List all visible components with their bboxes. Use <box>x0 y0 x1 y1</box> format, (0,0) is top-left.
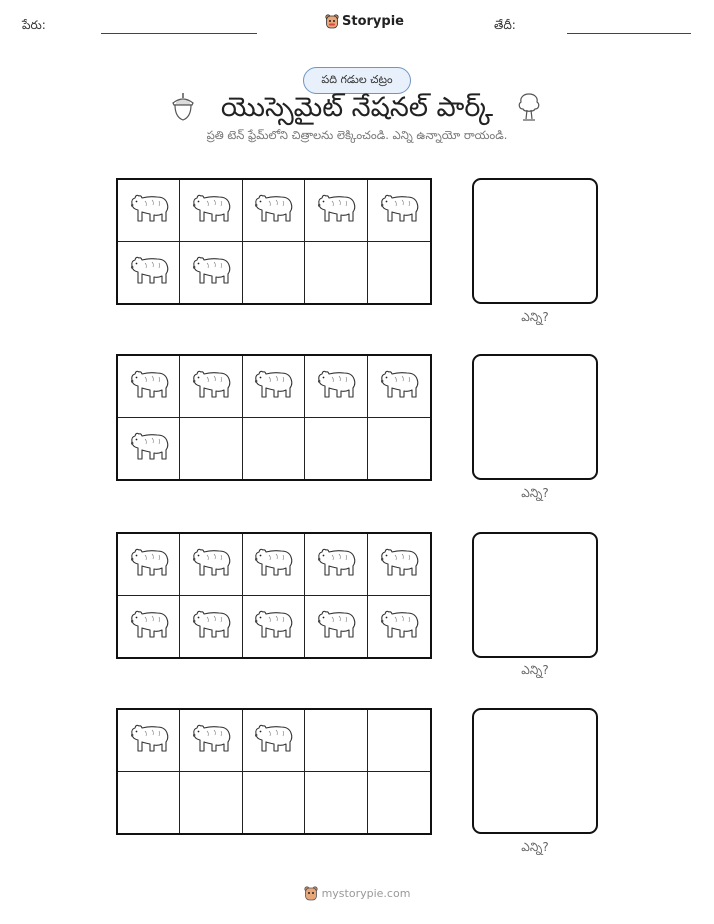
ten-frame-cell <box>243 180 305 242</box>
ten-frame-cell <box>305 418 367 480</box>
bear-icon <box>189 607 233 645</box>
ten-frame-cell <box>368 356 430 418</box>
answer-box-1[interactable] <box>472 178 598 304</box>
ten-frame-cell <box>118 418 180 480</box>
bear-icon <box>251 607 295 645</box>
bear-icon <box>377 607 421 645</box>
bear-icon <box>377 191 421 229</box>
ten-frame-cell <box>180 242 242 304</box>
ten-frame-cell <box>118 772 180 834</box>
ten-frame-cell <box>368 418 430 480</box>
ten-frame-cell <box>118 534 180 596</box>
ten-frame-cell <box>368 772 430 834</box>
bear-icon <box>127 545 171 583</box>
name-label: పేరు: <box>22 18 46 32</box>
ten-frame-cell <box>180 534 242 596</box>
ten-frame-cell <box>243 710 305 772</box>
brand-name: Storypie <box>342 13 404 29</box>
storypie-mascot-icon <box>325 13 339 29</box>
date-label: తేదీ: <box>494 18 516 32</box>
bear-icon <box>127 607 171 645</box>
ten-frame-cell <box>243 356 305 418</box>
how-many-label: ఎన్ని? <box>521 310 549 324</box>
ten-frame-cell <box>305 772 367 834</box>
ten-frame-cell <box>368 534 430 596</box>
bear-icon <box>127 721 171 759</box>
ten-frame-cell <box>305 534 367 596</box>
answer-box-2[interactable] <box>472 354 598 480</box>
ten-frame-cell <box>180 710 242 772</box>
ten-frame-cell <box>180 596 242 658</box>
tree-icon <box>517 92 541 122</box>
bear-icon <box>314 607 358 645</box>
bear-icon <box>127 367 171 405</box>
ten-frame-cell <box>368 242 430 304</box>
bear-icon <box>189 545 233 583</box>
storypie-mascot-icon <box>304 885 318 901</box>
bear-icon <box>251 545 295 583</box>
how-many-label: ఎన్ని? <box>521 840 549 854</box>
date-line[interactable] <box>567 33 691 34</box>
footer-url: mystorypie.com <box>321 886 411 900</box>
bear-icon <box>251 191 295 229</box>
bear-icon <box>127 191 171 229</box>
ten-frame-cell <box>118 710 180 772</box>
ten-frame-cell <box>305 356 367 418</box>
bear-icon <box>251 721 295 759</box>
ten-frame-cell <box>305 596 367 658</box>
bear-icon <box>127 429 171 467</box>
ten-frame-3 <box>116 532 432 659</box>
ten-frame-cell <box>118 356 180 418</box>
ten-frame-2 <box>116 354 432 481</box>
ten-frame-cell <box>243 242 305 304</box>
bear-icon <box>314 545 358 583</box>
ten-frame-cell <box>180 418 242 480</box>
ten-frame-cell <box>118 242 180 304</box>
answer-box-3[interactable] <box>472 532 598 658</box>
ten-frame-cell <box>243 596 305 658</box>
ten-frame-cell <box>243 418 305 480</box>
ten-frame-1 <box>116 178 432 305</box>
footer <box>0 885 714 901</box>
worksheet-type-badge: పది గడుల చట్రం <box>303 67 411 94</box>
how-many-label: ఎన్ని? <box>521 663 549 677</box>
bear-icon <box>377 367 421 405</box>
bear-icon <box>189 721 233 759</box>
ten-frame-cell <box>305 710 367 772</box>
ten-frame-cell <box>305 242 367 304</box>
bear-icon <box>251 367 295 405</box>
bear-icon <box>189 367 233 405</box>
ten-frame-cell <box>118 180 180 242</box>
ten-frame-cell <box>180 356 242 418</box>
ten-frame-cell <box>118 596 180 658</box>
instructions: ప్రతి టెన్ ఫ్రేమ్‌లోని చిత్రాలను లెక్కించండి. ఎన్ని ఉన్నాయో రాయండి. <box>206 128 508 142</box>
bear-icon <box>189 191 233 229</box>
ten-frame-cell <box>243 772 305 834</box>
bear-icon <box>314 191 358 229</box>
ten-frame-cell <box>368 710 430 772</box>
brand-logo <box>325 13 404 29</box>
ten-frame-cell <box>305 180 367 242</box>
page-title: యొస్సెమైట్ నేషనల్ పార్క్ <box>220 92 494 123</box>
how-many-label: ఎన్ని? <box>521 486 549 500</box>
bear-icon <box>377 545 421 583</box>
answer-box-4[interactable] <box>472 708 598 834</box>
bear-icon <box>189 253 233 291</box>
ten-frame-cell <box>180 180 242 242</box>
bear-icon <box>314 367 358 405</box>
ten-frame-cell <box>180 772 242 834</box>
ten-frame-cell <box>243 534 305 596</box>
bear-icon <box>127 253 171 291</box>
ten-frame-cell <box>368 180 430 242</box>
name-line[interactable] <box>101 33 257 34</box>
ten-frame-cell <box>368 596 430 658</box>
ten-frame-4 <box>116 708 432 835</box>
